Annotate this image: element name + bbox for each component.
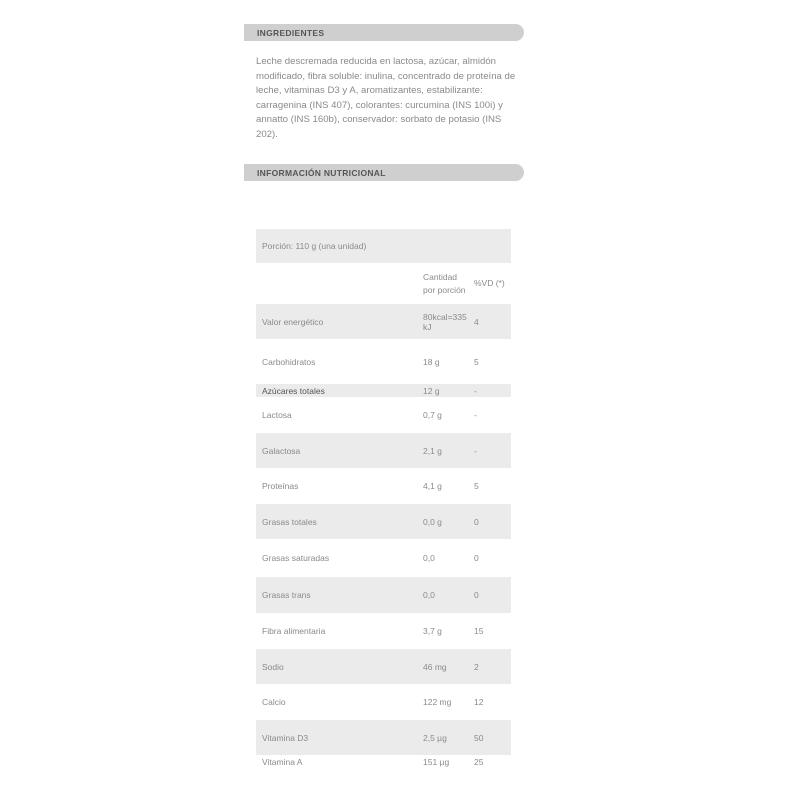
- table-row: [256, 433, 511, 468]
- nutrient-name: Lactosa: [262, 410, 292, 420]
- ingredients-header: [244, 24, 524, 41]
- nutrient-name: Proteínas: [262, 481, 299, 491]
- table-row: [256, 304, 511, 339]
- table-row: [256, 577, 511, 613]
- nutrient-vd: 5: [474, 481, 479, 491]
- nutrient-vd: 15: [474, 626, 484, 636]
- nutrient-amount: 2,5 µg: [416, 720, 467, 755]
- table-row: [256, 613, 511, 649]
- table-row: [256, 755, 511, 769]
- nutrient-amount: 18 g: [423, 356, 440, 367]
- table-row: [256, 504, 511, 539]
- nutrient-vd: 0: [474, 553, 479, 563]
- nutrient-amount: 3,7 g: [423, 626, 442, 636]
- nutrient-name: Calcio: [262, 697, 286, 707]
- nutrient-amount: 0,7 g: [423, 410, 442, 420]
- nutrient-name: Valor energético: [256, 304, 416, 339]
- nutrient-amount: 4,1 g: [423, 481, 442, 491]
- nutrient-vd: 50: [467, 720, 511, 755]
- nutrient-amount: 46 mg: [416, 649, 467, 684]
- table-row: [256, 720, 511, 755]
- table-header-row: [256, 263, 511, 304]
- nutrient-vd: 4: [467, 304, 511, 339]
- nutrient-name: Sodio: [256, 649, 416, 684]
- nutrient-name: Azúcares totales: [256, 384, 416, 397]
- nutrition-header-label: INFORMACIÓN NUTRICIONAL: [257, 167, 386, 178]
- nutrient-name: Carbohidratos: [262, 356, 316, 367]
- nutrient-name: Grasas totales: [256, 504, 416, 539]
- nutrient-amount: 0,0 g: [416, 504, 467, 539]
- table-row: [256, 397, 511, 433]
- nutrient-name: Vitamina D3: [256, 720, 416, 755]
- table-row: [256, 384, 511, 397]
- table-row: [256, 649, 511, 684]
- nutrient-vd: -: [474, 410, 477, 420]
- portion-row: [256, 229, 511, 263]
- nutrient-vd: 0: [467, 504, 511, 539]
- nutrient-name: Grasas trans: [256, 577, 416, 613]
- header-empty-cell: [256, 263, 416, 304]
- nutrient-name: Fibra alimentaria: [262, 626, 326, 636]
- header-vd: %VD (*): [474, 278, 505, 288]
- nutrient-amount: 151 µg: [423, 757, 450, 767]
- nutrient-amount: 0,0: [416, 577, 467, 613]
- nutrient-amount: 0,0: [423, 553, 435, 563]
- table-row: [256, 468, 511, 504]
- nutrition-header: [244, 164, 524, 181]
- table-row: [256, 339, 511, 384]
- nutrient-amount: 2,1 g: [416, 433, 467, 468]
- nutrient-vd: 5: [474, 356, 479, 367]
- nutrient-amount: 122 mg: [423, 697, 452, 707]
- nutrient-vd: -: [467, 433, 511, 468]
- nutrient-vd: 12: [474, 697, 484, 707]
- nutrient-amount: 12 g: [416, 384, 467, 397]
- nutrient-vd: 2: [467, 649, 511, 684]
- table-row: [256, 539, 511, 577]
- nutrient-vd: 0: [467, 577, 511, 613]
- nutrient-name: Vitamina A: [262, 757, 303, 767]
- ingredients-text: Leche descremada reducida en lactosa, azúcar, almidón modificado, fibra soluble: inulina, concentrado de proteína de leche, vitaminas D3 y A, aromatizantes, estabilizante: carragenina (INS 407), colorantes: curcumina (INS 100i) y annatto (INS 160b), conservador: sorbato de potasio (INS 202).: [256, 56, 516, 140]
- nutrition-table: [256, 229, 511, 769]
- nutrient-amount: 80kcal=335 kJ: [416, 304, 467, 339]
- nutrient-vd: 25: [474, 757, 484, 767]
- header-amount: Cantidad por porción: [423, 271, 466, 295]
- table-row: [256, 684, 511, 720]
- nutrient-name: Grasas saturadas: [262, 553, 330, 563]
- nutrient-vd: -: [467, 384, 511, 397]
- ingredients-header-label: INGREDIENTES: [257, 27, 325, 38]
- portion-label: Porción: 110 g (una unidad): [256, 229, 511, 263]
- nutrient-name: Galactosa: [256, 433, 416, 468]
